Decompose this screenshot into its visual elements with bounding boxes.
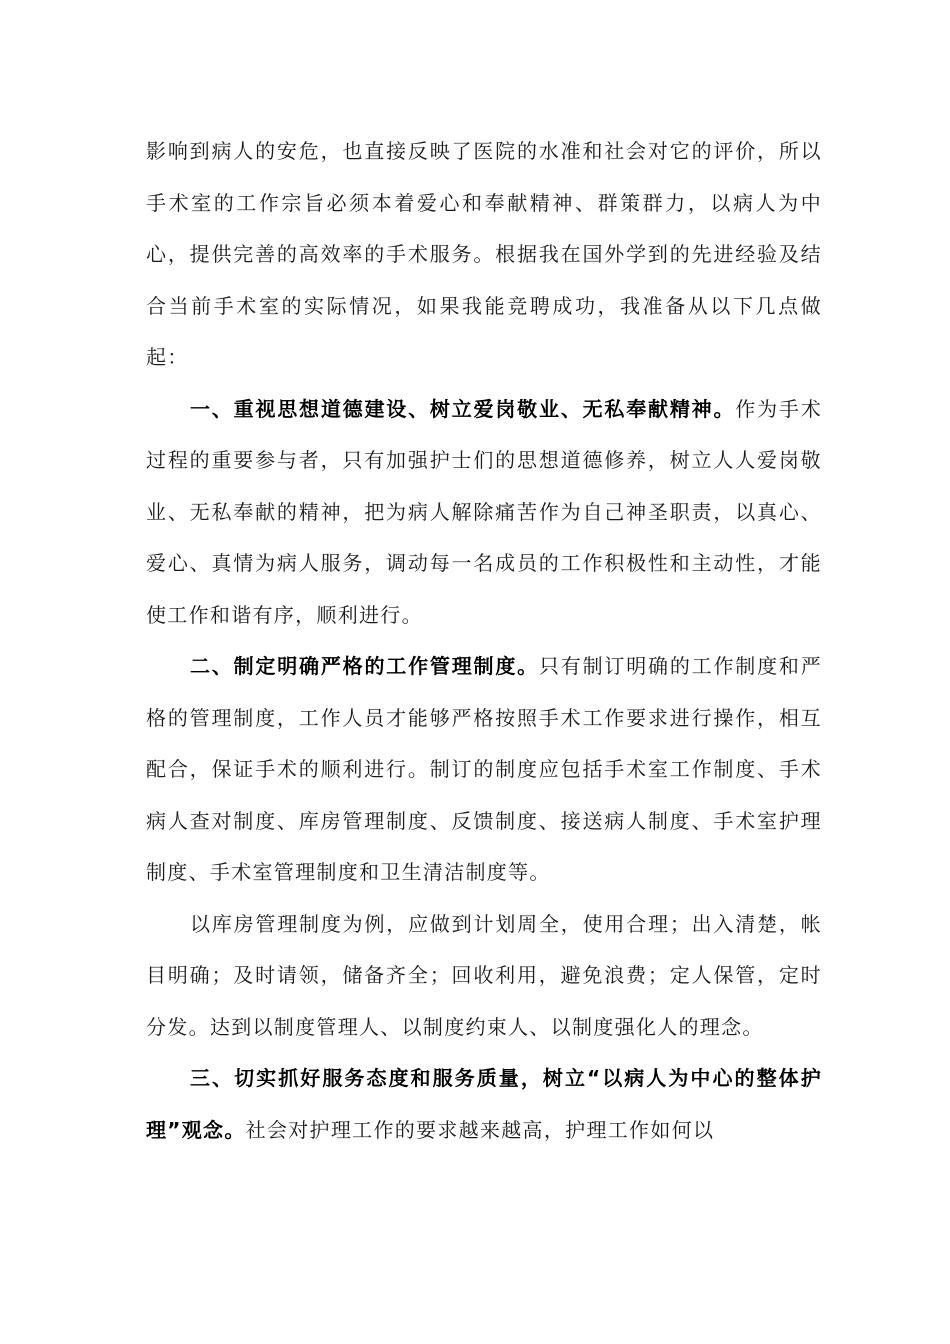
paragraph-section-two — [146, 641, 822, 899]
section-heading: 三、切实抓好服务态度和服务质量，树立“以病人为中心的整体护理”观念。 — [146, 1066, 822, 1142]
paragraph-text: 影响到病人的安危，也直接反映了医院的水准和社会对它的评价，所以手术室的工作宗旨必须本着爱心和奉献精神、群策群力，以病人为中心，提供完善的高效率的手术服务。根据我在国外学到的先进经验及结合当前手术室的实际情况，如果我能竞聘成功，我准备从以下几点做起： — [146, 139, 822, 369]
paragraph-warehouse-example — [146, 899, 822, 1054]
paragraph-text: 以库房管理制度为例，应做到计划周全，使用合理；出入清楚，帐目明确；及时请领，储备齐全；回收利用，避免浪费；定人保管，定时分发。达到以制度管理人、以制度约束人、以制度强化人的理念。 — [146, 911, 822, 1039]
paragraph-text: 社会对护理工作的要求越来越高，护理工作如何以 — [245, 1117, 715, 1142]
document-body — [146, 126, 822, 1156]
paragraph-section-three — [146, 1053, 822, 1156]
section-heading: 一、重视思想道德建设、树立爱岗敬业、无私奉献精神。 — [190, 396, 736, 421]
paragraph-text: 作为手术过程的重要参与者，只有加强护士们的思想道德修养，树立人人爱岗敬业、无私奉献的精神，把为病人解除痛苦作为自己神圣职责，以真心、爱心、真情为病人服务，调动每一名成员的工作积极性和主动性，才能使工作和谐有序，顺利进行。 — [146, 396, 822, 627]
paragraph-intro — [146, 126, 822, 384]
paragraph-section-one — [146, 384, 822, 642]
section-heading: 二、制定明确严格的工作管理制度。 — [190, 654, 539, 678]
paragraph-text: 只有制订明确的工作制度和严格的管理制度，工作人员才能够严格按照手术工作要求进行操作，相互配合，保证手术的顺利进行。制订的制度应包括手术室工作制度、手术病人查对制度、库房管理制度、反馈制度、接送病人制度、手术室护理制度、手术室管理制度和卫生清洁制度等。 — [146, 654, 822, 884]
